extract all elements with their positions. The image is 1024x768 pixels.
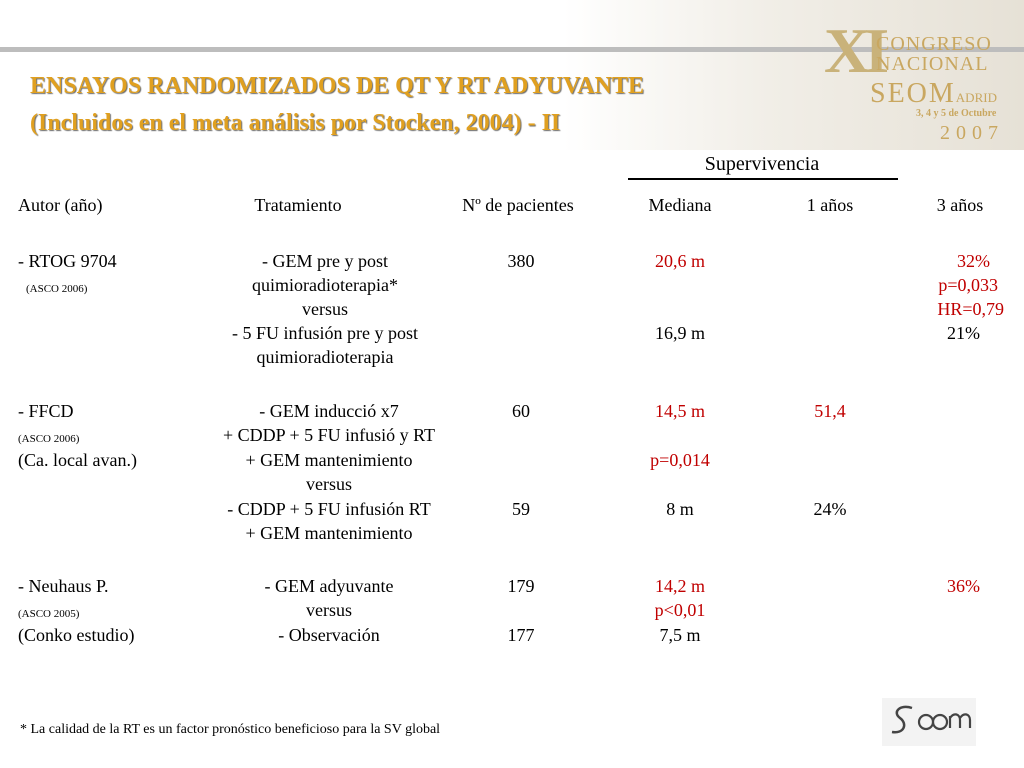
rtog-hr: HR=0,79 bbox=[937, 299, 1004, 319]
supervivencia-underline bbox=[628, 178, 898, 180]
rtog-mediana1: 20,6 m bbox=[654, 251, 706, 271]
header-autor: Autor (año) bbox=[18, 195, 103, 215]
neuhaus-pacientes1: 179 bbox=[507, 576, 535, 596]
ffcd-versus: versus bbox=[306, 474, 352, 494]
logo-nacional: NACIONAL bbox=[876, 53, 989, 75]
header-pacientes: Nº de pacientes bbox=[462, 195, 574, 215]
ffcd-trat3: + GEM mantenimiento bbox=[245, 450, 413, 470]
logo-congreso-nacional bbox=[876, 34, 992, 74]
rtog-pacientes: 380 bbox=[507, 251, 535, 271]
rtog-versus: versus bbox=[302, 299, 348, 319]
logo-madrid: ADRID bbox=[955, 90, 997, 105]
logo-dates: 3, 4 y 5 de Octubre bbox=[916, 108, 997, 119]
logo-seom bbox=[870, 78, 997, 110]
ffcd-trat2: + CDDP + 5 FU infusió y RT bbox=[222, 425, 436, 445]
ffcd-pacientes2: 59 bbox=[512, 499, 530, 519]
supervivencia-header: Supervivencia bbox=[704, 153, 820, 175]
rtog-autor: - RTOG 9704 bbox=[18, 251, 117, 271]
rtog-trat2: quimioradioterapia* bbox=[252, 275, 398, 295]
neuhaus-trat2: - Observación bbox=[278, 625, 380, 645]
ffcd-sub: (Ca. local avan.) bbox=[18, 450, 137, 470]
footnote: * La calidad de la RT es un factor pronóstico beneficioso para la SV global bbox=[20, 722, 441, 737]
neuhaus-versus: versus bbox=[306, 600, 352, 620]
ffcd-autor: - FFCD bbox=[18, 401, 74, 421]
seom-logo bbox=[882, 698, 976, 746]
ffcd-1anio-1: 51,4 bbox=[814, 401, 846, 421]
header-1-anio: 1 años bbox=[806, 195, 854, 215]
logo-xi: XI bbox=[824, 15, 884, 86]
rtog-mediana2: 16,9 m bbox=[654, 323, 706, 343]
seom-logo-graphic bbox=[882, 698, 976, 746]
logo-seom-text: SEOM bbox=[870, 78, 956, 109]
neuhaus-pacientes2: 177 bbox=[507, 625, 535, 645]
logo-year: 2007 bbox=[940, 122, 1004, 144]
header-mediana: Mediana bbox=[648, 195, 712, 215]
ffcd-trat1: - GEM inducció x7 bbox=[259, 401, 399, 421]
neuhaus-ref: (ASCO 2005) bbox=[18, 608, 80, 620]
neuhaus-pvalue: p<0,01 bbox=[654, 600, 706, 620]
neuhaus-mediana1: 14,2 m bbox=[654, 576, 706, 596]
ffcd-trat4: - CDDP + 5 FU infusión RT bbox=[227, 499, 431, 519]
neuhaus-mediana2: 7,5 m bbox=[659, 625, 701, 645]
header-tratamiento: Tratamiento bbox=[254, 195, 342, 215]
rtog-3anios-1: 32% bbox=[957, 251, 990, 271]
ffcd-trat5: + GEM mantenimiento bbox=[245, 523, 413, 543]
neuhaus-autor: - Neuhaus P. bbox=[18, 576, 109, 596]
neuhaus-trat1: - GEM adyuvante bbox=[264, 576, 394, 596]
ffcd-1anio-2: 24% bbox=[813, 499, 847, 519]
header-3-anios: 3 años bbox=[936, 195, 984, 215]
ffcd-pacientes1: 60 bbox=[512, 401, 530, 421]
ffcd-pvalue: p=0,014 bbox=[650, 450, 710, 470]
slide-title-line2: (Incluidos en el meta análisis por Stocken, 2004) - II bbox=[30, 110, 561, 136]
ffcd-mediana1: 14,5 m bbox=[654, 401, 706, 421]
rtog-trat3: - 5 FU infusión pre y post bbox=[232, 323, 418, 343]
neuhaus-sub: (Conko estudio) bbox=[18, 625, 135, 645]
rtog-trat1: - GEM pre y post bbox=[262, 251, 388, 271]
rtog-ref: (ASCO 2006) bbox=[26, 283, 88, 295]
ffcd-ref: (ASCO 2006) bbox=[18, 433, 80, 445]
rtog-3anios-2: 21% bbox=[947, 323, 980, 343]
rtog-pvalue: p=0,033 bbox=[938, 275, 998, 295]
logo-congreso: CONGRESO bbox=[876, 33, 992, 55]
ffcd-mediana2: 8 m bbox=[666, 499, 694, 519]
rtog-trat4: quimioradioterapia bbox=[256, 347, 394, 367]
neuhaus-3anios: 36% bbox=[947, 576, 980, 596]
slide-title-line1: ENSAYOS RANDOMIZADOS DE QT Y RT ADYUVANTE bbox=[30, 73, 644, 99]
congreso-logo bbox=[818, 15, 1018, 145]
